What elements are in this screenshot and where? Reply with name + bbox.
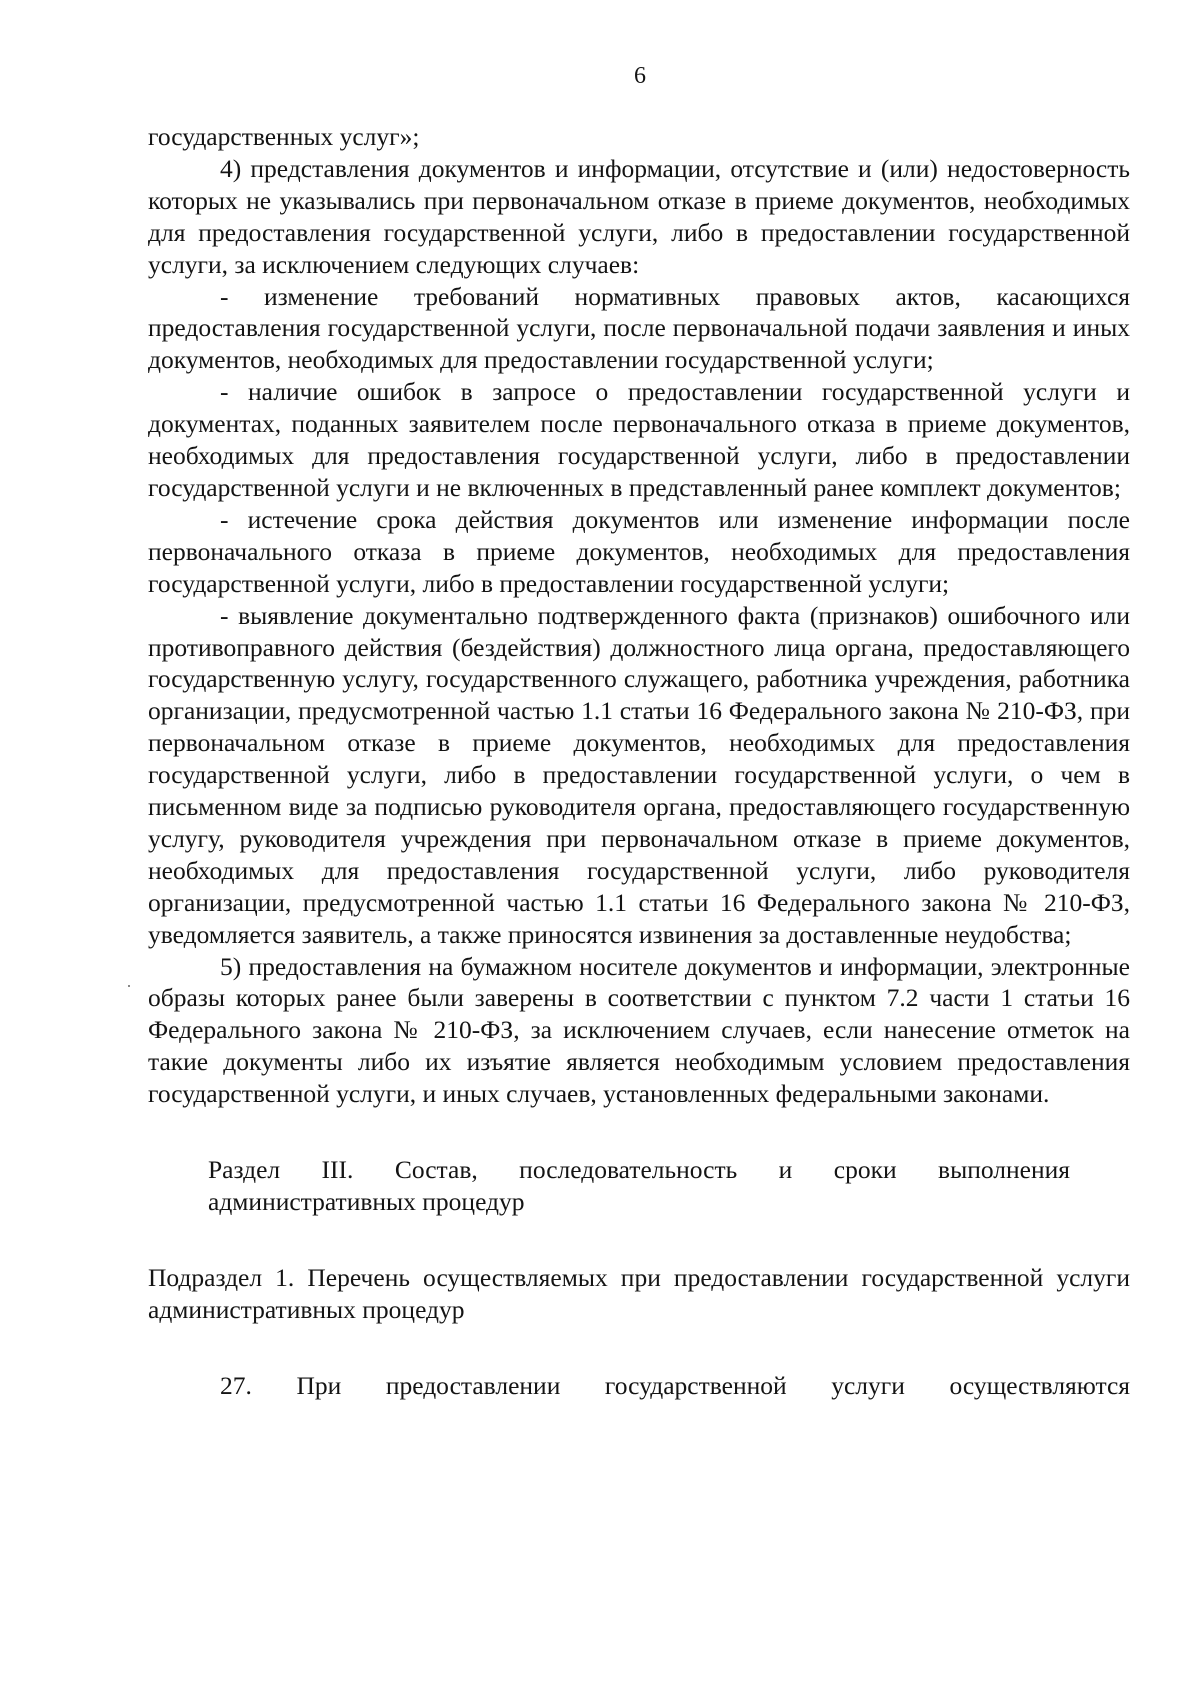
paragraph-bullet-requirements-change: - изменение требований нормативных правовых актов, касающихся предоставления государственной услуги, после первоначальной подачи заявления и иных документов, необходимых для предоставлении государственной услуги;: [148, 281, 1130, 375]
document-body: [148, 121, 1130, 1402]
paragraph-item-27: 27. При предоставлении государственной услуги осуществляются: [220, 1370, 1130, 1400]
subsection-heading: Подраздел 1. Перечень осуществляемых при предоставлении государственной услуги административных процедур: [148, 1262, 1130, 1324]
paragraph-bullet-violation: - выявление документально подтвержденного факта (признаков) ошибочного или противоправного действия (бездействия) должностного лица органа, предоставляющего государственную услугу, государственного служащего, работника учреждения, работника организации, предусмотренной частью 1.1 статьи 16 Федерального закона № 210-ФЗ, при первоначальном отказе в приеме документов, необходимых для предоставления государственной услуги, либо в предоставлении государственной услуги, о чем в письменном виде за подписью руководителя органа, предоставляющего государственную услугу, руководителя учреждения при первоначальном отказе в приеме документов, необходимых для предоставления государственной услуги, либо руководителя организации, предусмотренной частью 1.1 статьи 16 Федерального закона № 210-ФЗ, уведомляется заявитель, а также приносятся извинения за доставленные неудобства;: [148, 600, 1130, 949]
paragraph-bullet-expiry: - истечение срока действия документов или изменение информации после первоначального отказа в приеме документов, необходимых для предоставления государственной услуги, либо в предоставлении государственной услуги;: [148, 504, 1130, 598]
scan-speck: [128, 985, 130, 987]
paragraph-item-4: 4) представления документов и информации, отсутствие и (или) недостоверность которых не указывались при первоначальном отказе в приеме документов, необходимых для предоставления государственной услуги, либо в предоставлении государственной услуги, за исключением следующих случаев:: [148, 153, 1130, 279]
section-heading: Раздел III. Состав, последовательность и сроки выполнения административных процедур: [208, 1155, 1070, 1216]
page-number: 6: [634, 63, 646, 89]
paragraph-item-5: 5) предоставления на бумажном носителе документов и информации, электронные образы которых ранее были заверены в соответствии с пунктом 7.2 части 1 статьи 16 Федерального закона № 210-ФЗ, за исключением случаев, если нанесение отметок на такие документы либо их изъятие является необходимым условием предоставления государственной услуги, и иных случаев, установленных федеральными законами.: [148, 951, 1130, 1109]
paragraph-bullet-errors: - наличие ошибок в запросе о предоставлении государственной услуги и документах, поданных заявителем после первоначального отказа в приеме документов, необходимых для предоставления государственной услуги, либо в предоставлении государственной услуги и не включенных в представленный ранее комплект документов;: [148, 377, 1130, 502]
paragraph-continuation: государственных услуг»;: [148, 122, 420, 151]
